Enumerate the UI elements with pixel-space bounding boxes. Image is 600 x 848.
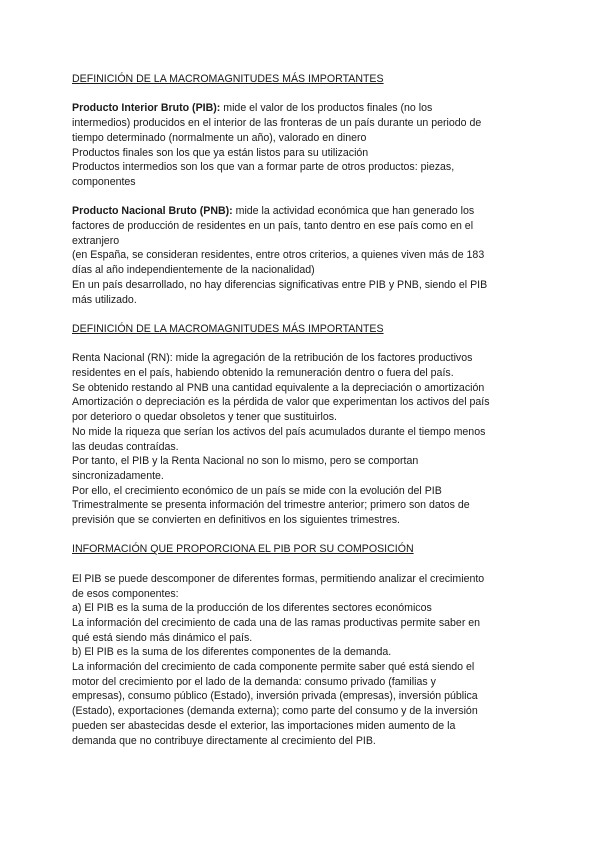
- paragraph-block: [72, 101, 520, 189]
- text-line: [72, 469, 520, 484]
- line-text: qué está siendo más dinámico el país.: [72, 631, 253, 644]
- text-line: [72, 351, 520, 366]
- line-text: Renta Nacional (RN): mide la agregación de la retribución de los factores productivos: [72, 352, 473, 365]
- text-line: [72, 631, 520, 646]
- spacer: [72, 337, 520, 352]
- document-section: [72, 322, 520, 543]
- text-line: [72, 645, 520, 660]
- spacer: [72, 557, 520, 572]
- section-heading: INFORMACIÓN QUE PROPORCIONA EL PIB POR SU COMPOSICIÓN: [72, 543, 414, 556]
- text-line: [72, 146, 520, 161]
- spacer: [72, 87, 520, 102]
- text-line: [72, 675, 520, 690]
- line-text: Productos intermedios son los que van a formar parte de otros productos: piezas,: [72, 161, 455, 174]
- line-text: La información del crecimiento de cada componente permite saber qué está siendo el: [72, 661, 475, 674]
- text-line: [72, 616, 520, 631]
- text-line: [72, 410, 520, 425]
- text-line: [72, 234, 520, 249]
- text-line: [72, 366, 520, 381]
- text-line: [72, 498, 520, 513]
- text-line: [72, 440, 520, 455]
- paragraph-block: [72, 572, 520, 748]
- section-heading: DEFINICIÓN DE LA MACROMAGNITUDES MÁS IMPORTANTES: [72, 73, 384, 85]
- line-text: previsión que se convierten en definitivos en los siguientes trimestres.: [72, 514, 400, 527]
- text-line: [72, 689, 520, 704]
- line-text: mide el valor de los productos finales (no los: [220, 102, 433, 115]
- text-line: [72, 660, 520, 675]
- line-text: empresas), consumo público (Estado), inversión privada (empresas), inversión pública: [72, 690, 478, 703]
- line-text: de esos componentes:: [72, 587, 179, 600]
- line-text: mide la actividad económica que han generado los: [232, 205, 475, 218]
- text-line: [72, 513, 520, 528]
- text-line: [72, 219, 520, 234]
- spacer: [72, 190, 520, 205]
- text-line: [72, 719, 520, 734]
- text-line: [72, 101, 520, 116]
- text-line: [72, 160, 520, 175]
- line-text: No mide la riqueza que serían los activos del país acumulados durante el tiempo menos: [72, 425, 486, 438]
- line-text: residentes en el país, habiendo obtenido la remuneración dentro o fuera del país.: [72, 367, 454, 379]
- text-line: [72, 204, 520, 219]
- line-text: Por tanto, el PIB y la Renta Nacional no son lo mismo, pero se comportan: [72, 455, 419, 468]
- spacer: [72, 307, 520, 322]
- line-text: Se obtenido restando al PNB una cantidad equivalente a la depreciación o amortización: [72, 381, 485, 394]
- text-line: [72, 293, 520, 308]
- line-text: (Estado), exportaciones (demanda externa); como parte del consumo y de la inversión: [72, 705, 478, 718]
- text-line: [72, 116, 520, 131]
- text-line: [72, 587, 520, 602]
- text-line: [72, 704, 520, 719]
- line-text: demanda que no contribuye directamente al crecimiento del PIB.: [72, 734, 376, 747]
- text-line: [72, 175, 520, 190]
- line-text: intermedios) producidos en el interior de las fronteras de un país durante un periodo de: [72, 117, 482, 130]
- text-line: [72, 601, 520, 616]
- line-text: En un país desarrollado, no hay diferencias significativas entre PIB y PNB, siendo el PIB: [72, 278, 488, 291]
- section-heading: DEFINICIÓN DE LA MACROMAGNITUDES MÁS IMPORTANTES: [72, 322, 384, 335]
- term-label: Producto Interior Bruto (PIB):: [72, 102, 221, 115]
- text-line: [72, 572, 520, 587]
- line-text: tiempo determinado (normalmente un año), valorado en dinero: [72, 131, 367, 144]
- line-text: factores de producción de residentes en un país, tanto dentro en ese país como en el: [72, 220, 474, 232]
- line-text: b) El PIB es la suma de los diferentes componentes de la demanda.: [72, 646, 392, 659]
- line-text: por deterioro o quedar obsoletos y tener que sustituirlos.: [72, 411, 337, 424]
- text-line: [72, 278, 520, 293]
- line-text: (en España, se consideran residentes, entre otros criterios, a quienes viven más de 183: [72, 249, 485, 262]
- document-section: [72, 542, 520, 748]
- text-line: [72, 395, 520, 410]
- text-line: [72, 131, 520, 146]
- text-line: [72, 248, 520, 263]
- line-text: El PIB se puede descomponer de diferentes formas, permitiendo analizar el crecimiento: [72, 572, 485, 585]
- document-page: [72, 72, 520, 748]
- paragraph-block: [72, 351, 520, 527]
- line-text: extranjero: [72, 234, 120, 247]
- line-text: Por ello, el crecimiento económico de un país se mide con la evolución del PIB: [72, 484, 442, 497]
- line-text: sincronizadamente.: [72, 469, 164, 482]
- text-line: [72, 454, 520, 469]
- line-text: más utilizado.: [72, 293, 137, 306]
- line-text: las deudas contraídas.: [72, 440, 179, 453]
- line-text: componentes: [72, 175, 136, 188]
- text-line: [72, 484, 520, 499]
- text-line: [72, 734, 520, 749]
- line-text: a) El PIB es la suma de la producción de los diferentes sectores económicos: [72, 602, 432, 615]
- line-text: motor del crecimiento por el lado de la demanda: consumo privado (familias y: [72, 675, 436, 688]
- line-text: Productos finales son los que ya están listos para su utilización: [72, 146, 369, 159]
- document-section: [72, 72, 520, 322]
- text-line: [72, 263, 520, 278]
- term-label: Producto Nacional Bruto (PNB):: [72, 205, 233, 218]
- spacer: [72, 528, 520, 543]
- line-text: Trimestralmente se presenta información del trimestre anterior; primero son datos de: [72, 499, 470, 512]
- line-text: días al año independientemente de la nacionalidad): [72, 264, 315, 277]
- text-line: [72, 381, 520, 396]
- text-line: [72, 425, 520, 440]
- paragraph-block: [72, 204, 520, 307]
- line-text: pueden ser abastecidas desde el exterior, las importaciones miden aumento de la: [72, 719, 456, 732]
- line-text: La información del crecimiento de cada una de las ramas productivas permite saber en: [72, 616, 481, 629]
- line-text: Amortización o depreciación es la pérdida de valor que experimentan los activos del país: [72, 396, 490, 409]
